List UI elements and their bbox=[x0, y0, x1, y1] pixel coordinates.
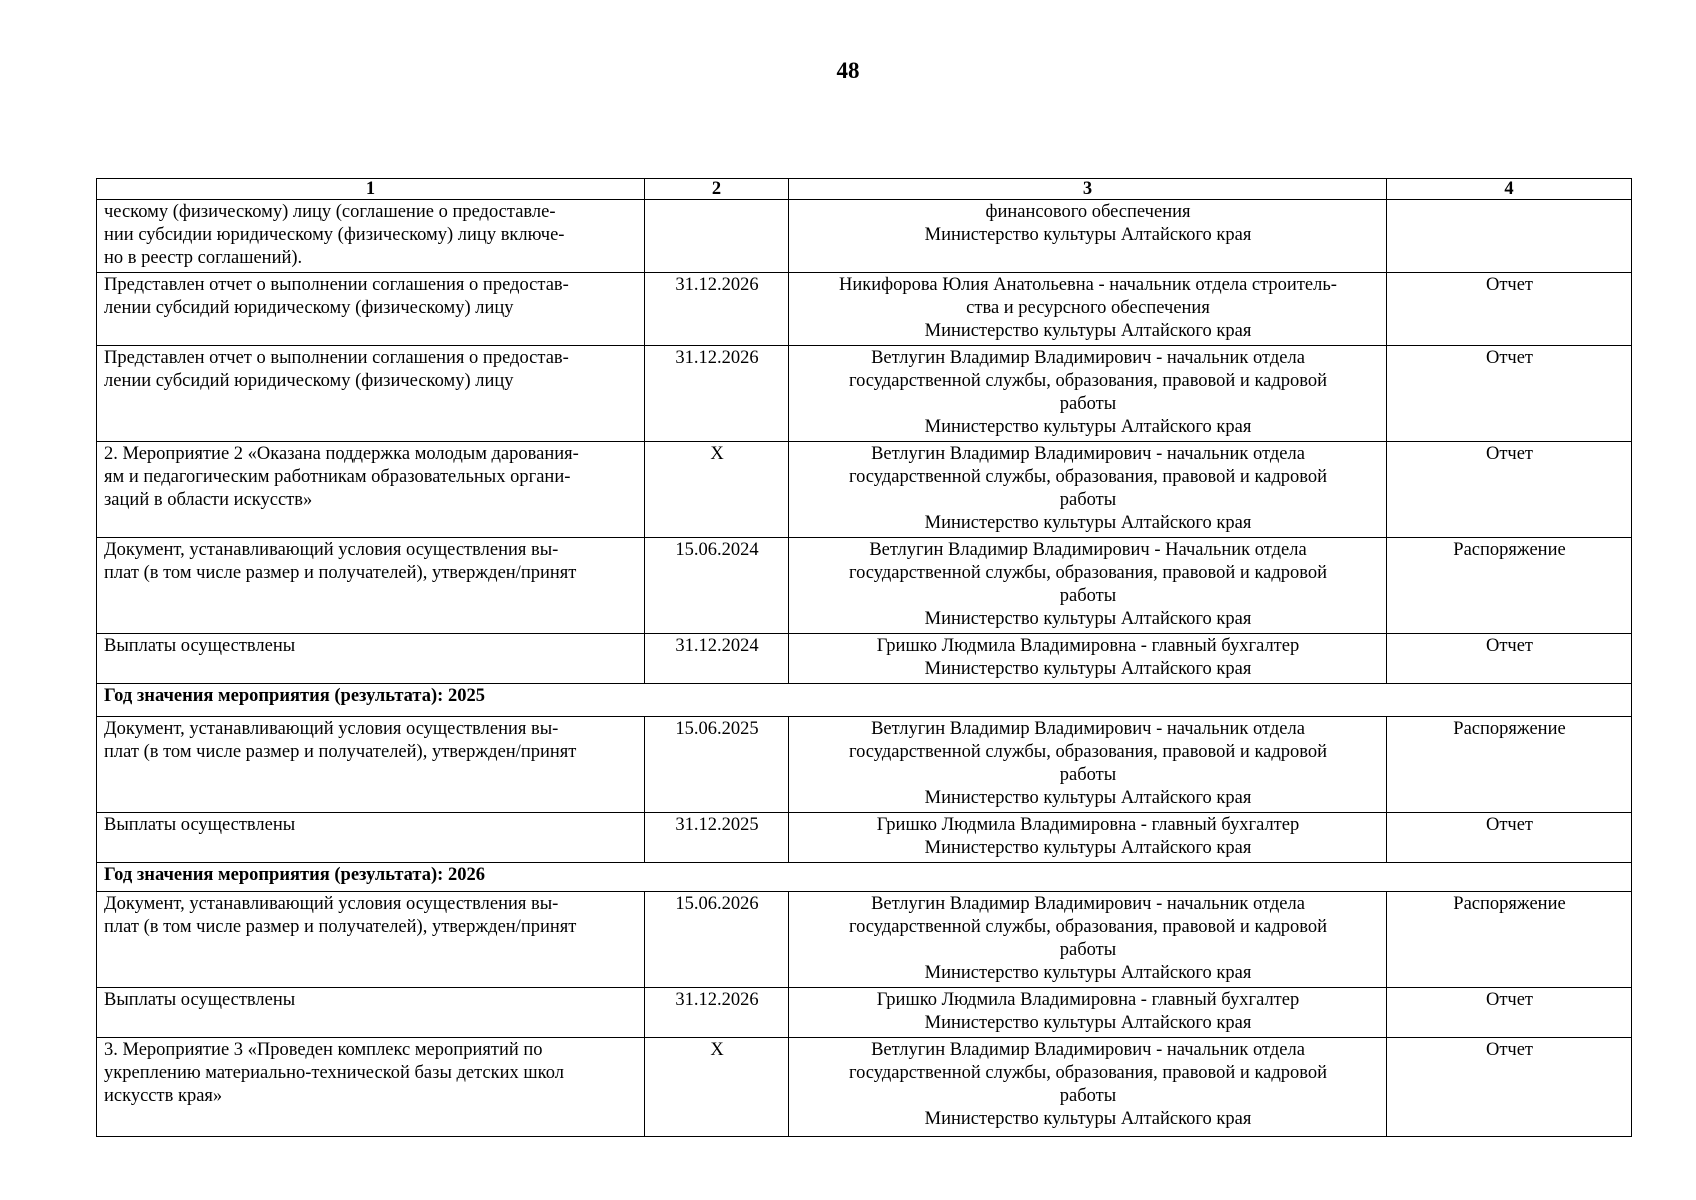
year-section-label: Год значения мероприятия (результата): 2026 bbox=[97, 863, 1632, 892]
cell-text-line: Министерство культуры Алтайского края bbox=[924, 513, 1252, 533]
deadline-date-cell bbox=[645, 346, 789, 442]
document-type-cell bbox=[1387, 1038, 1632, 1137]
table-row bbox=[97, 892, 1632, 988]
cell-text-line: Гришко Людмила Владимировна - главный бухгалтер bbox=[876, 815, 1300, 835]
document-type-cell bbox=[1387, 717, 1632, 813]
cell-text-line: искусств края» bbox=[104, 1086, 223, 1106]
responsible-person-cell bbox=[789, 1038, 1387, 1137]
cell-text-line: Отчет bbox=[1485, 815, 1534, 835]
document-type-cell bbox=[1387, 200, 1632, 273]
cell-text-line: плат (в том числе размер и получателей), утвержден/принят bbox=[104, 742, 577, 762]
deadline-date-cell bbox=[645, 717, 789, 813]
cell-text-line: плат (в том числе размер и получателей), утвержден/принят bbox=[104, 917, 577, 937]
cell-text-line: Документ, устанавливающий условия осуществления вы- bbox=[104, 894, 559, 914]
table-row bbox=[97, 988, 1632, 1038]
table-header bbox=[97, 179, 1632, 200]
cell-text-line: 31.12.2025 bbox=[675, 815, 759, 835]
column-header-2: 2 bbox=[645, 179, 789, 200]
cell-text-line: Министерство культуры Алтайского края bbox=[924, 659, 1252, 679]
cell-text-line: 2. Мероприятие 2 «Оказана поддержка молодым дарования- bbox=[104, 444, 579, 464]
responsible-person-cell bbox=[789, 988, 1387, 1038]
table-row bbox=[97, 273, 1632, 346]
cell-text-line: Ветлугин Владимир Владимирович - начальник отдела bbox=[871, 1040, 1305, 1060]
cell-text-line: государственной службы, образования, правовой и кадровой bbox=[848, 1063, 1328, 1083]
table-row bbox=[97, 717, 1632, 813]
cell-text-line: Представлен отчет о выполнении соглашения о предостав- bbox=[104, 275, 569, 295]
document-type-cell bbox=[1387, 988, 1632, 1038]
cell-text-line: Министерство культуры Алтайского края bbox=[924, 417, 1252, 437]
cell-text-line: Министерство культуры Алтайского края bbox=[924, 609, 1252, 629]
cell-text-line: Министерство культуры Алтайского края bbox=[924, 225, 1252, 245]
cell-text-line: Министерство культуры Алтайского края bbox=[924, 1013, 1252, 1033]
document-type-cell bbox=[1387, 813, 1632, 863]
cell-text-line: Представлен отчет о выполнении соглашения о предостав- bbox=[104, 348, 569, 368]
table-body bbox=[97, 200, 1632, 1137]
column-header-4: 4 bbox=[1387, 179, 1632, 200]
document-type-cell bbox=[1387, 892, 1632, 988]
responsible-person-cell bbox=[789, 200, 1387, 273]
table-row bbox=[97, 442, 1632, 538]
cell-text-line: укреплению материально-технической базы детских школ bbox=[104, 1063, 564, 1083]
cell-text-line: Гришко Людмила Владимировна - главный бухгалтер bbox=[876, 990, 1300, 1010]
cell-text-line: государственной службы, образования, правовой и кадровой bbox=[848, 467, 1328, 487]
cell-text-line: 15.06.2026 bbox=[675, 894, 759, 914]
cell-text-line: государственной службы, образования, правовой и кадровой bbox=[848, 917, 1328, 937]
responsible-person-cell bbox=[789, 634, 1387, 684]
cell-text-line: плат (в том числе размер и получателей), утвержден/принят bbox=[104, 563, 577, 583]
result-description-cell bbox=[97, 1038, 645, 1137]
cell-text-line: Выплаты осуществлены bbox=[104, 636, 296, 656]
cell-text-line: Гришко Людмила Владимировна - главный бухгалтер bbox=[876, 636, 1300, 656]
cell-text-line: 31.12.2024 bbox=[675, 636, 759, 656]
responsible-person-cell bbox=[789, 273, 1387, 346]
page-number: 48 bbox=[836, 58, 860, 83]
cell-text-line: государственной службы, образования, правовой и кадровой bbox=[848, 563, 1328, 583]
deadline-date-cell bbox=[645, 538, 789, 634]
cell-text-line: 31.12.2026 bbox=[675, 348, 759, 368]
cell-text-line: Выплаты осуществлены bbox=[104, 815, 296, 835]
cell-text-line: Министерство культуры Алтайского края bbox=[924, 963, 1252, 983]
cell-text-line: лении субсидий юридическому (физическому) лицу bbox=[104, 371, 514, 391]
table-row bbox=[97, 346, 1632, 442]
responsible-person-cell bbox=[789, 538, 1387, 634]
cell-text-line: но в реестр соглашений). bbox=[104, 248, 303, 268]
cell-text-line: X bbox=[710, 1040, 724, 1060]
cell-text-line: Распоряжение bbox=[1453, 540, 1566, 560]
cell-text-line: заций в области искусств» bbox=[104, 490, 313, 510]
result-description-cell bbox=[97, 442, 645, 538]
cell-text-line: Министерство культуры Алтайского края bbox=[924, 1109, 1252, 1129]
cell-text-line: Министерство культуры Алтайского края bbox=[924, 788, 1252, 808]
cell-text-line: Никифорова Юлия Анатольевна - начальник отдела строитель- bbox=[839, 275, 1337, 295]
cell-text-line: Отчет bbox=[1485, 1040, 1534, 1060]
cell-text-line: 31.12.2026 bbox=[675, 275, 759, 295]
cell-text-line: 31.12.2026 bbox=[675, 990, 759, 1010]
cell-text-line: нии субсидии юридическому (физическому) лицу включе- bbox=[104, 225, 565, 245]
document-type-cell bbox=[1387, 634, 1632, 684]
cell-text-line: государственной службы, образования, правовой и кадровой bbox=[848, 742, 1328, 762]
cell-text-line: работы bbox=[1059, 765, 1117, 785]
result-description-cell bbox=[97, 892, 645, 988]
cell-text-line: Документ, устанавливающий условия осуществления вы- bbox=[104, 540, 559, 560]
deadline-date-cell bbox=[645, 442, 789, 538]
cell-text-line: Отчет bbox=[1485, 348, 1534, 368]
cell-text-line: ства и ресурсного обеспечения bbox=[966, 298, 1210, 318]
result-description-cell bbox=[97, 988, 645, 1038]
table-row bbox=[97, 200, 1632, 273]
result-description-cell bbox=[97, 813, 645, 863]
cell-text-line: Ветлугин Владимир Владимирович - начальник отдела bbox=[871, 894, 1305, 914]
document-type-cell bbox=[1387, 538, 1632, 634]
cell-text-line: Выплаты осуществлены bbox=[104, 990, 296, 1010]
result-description-cell bbox=[97, 273, 645, 346]
cell-text-line: Распоряжение bbox=[1453, 719, 1566, 739]
cell-text-line: Документ, устанавливающий условия осуществления вы- bbox=[104, 719, 559, 739]
cell-text-line: Министерство культуры Алтайского края bbox=[924, 838, 1252, 858]
cell-text-line: Ветлугин Владимир Владимирович - начальник отдела bbox=[871, 444, 1305, 464]
deadline-date-cell bbox=[645, 892, 789, 988]
column-header-3: 3 bbox=[789, 179, 1387, 200]
deadline-date-cell bbox=[645, 634, 789, 684]
cell-text-line: работы bbox=[1059, 586, 1117, 606]
cell-text-line: финансового обеспечения bbox=[985, 202, 1191, 222]
table-row bbox=[97, 634, 1632, 684]
cell-text-line: Министерство культуры Алтайского края bbox=[924, 321, 1252, 341]
table-row bbox=[97, 813, 1632, 863]
result-description-cell bbox=[97, 346, 645, 442]
result-description-cell bbox=[97, 717, 645, 813]
cell-text-line: 15.06.2025 bbox=[675, 719, 759, 739]
result-description-cell bbox=[97, 200, 645, 273]
cell-text-line: 15.06.2024 bbox=[675, 540, 759, 560]
result-description-cell bbox=[97, 634, 645, 684]
cell-text-line: Распоряжение bbox=[1453, 894, 1566, 914]
cell-text-line: ческому (физическому) лицу (соглашение о предоставле- bbox=[104, 202, 556, 222]
cell-text-line: X bbox=[710, 444, 724, 464]
year-section-row bbox=[97, 863, 1632, 892]
cell-text-line: Ветлугин Владимир Владимирович - начальник отдела bbox=[871, 348, 1305, 368]
responsible-person-cell bbox=[789, 813, 1387, 863]
cell-text-line: 3. Мероприятие 3 «Проведен комплекс мероприятий по bbox=[104, 1040, 543, 1060]
document-table bbox=[96, 178, 1632, 1137]
deadline-date-cell bbox=[645, 200, 789, 273]
header-row bbox=[97, 179, 1632, 200]
table-row bbox=[97, 1038, 1632, 1137]
column-header-1: 1 bbox=[97, 179, 645, 200]
cell-text-line: Отчет bbox=[1485, 990, 1534, 1010]
cell-text-line: ям и педагогическим работникам образовательных органи- bbox=[104, 467, 571, 487]
deadline-date-cell bbox=[645, 988, 789, 1038]
cell-text-line: Отчет bbox=[1485, 444, 1534, 464]
table-row bbox=[97, 538, 1632, 634]
result-description-cell bbox=[97, 538, 645, 634]
responsible-person-cell bbox=[789, 892, 1387, 988]
document-type-cell bbox=[1387, 273, 1632, 346]
cell-text-line: государственной службы, образования, правовой и кадровой bbox=[848, 371, 1328, 391]
responsible-person-cell bbox=[789, 346, 1387, 442]
deadline-date-cell bbox=[645, 813, 789, 863]
deadline-date-cell bbox=[645, 273, 789, 346]
document-type-cell bbox=[1387, 346, 1632, 442]
document-type-cell bbox=[1387, 442, 1632, 538]
cell-text-line: Отчет bbox=[1485, 275, 1534, 295]
deadline-date-cell bbox=[645, 1038, 789, 1137]
year-section-label: Год значения мероприятия (результата): 2025 bbox=[97, 684, 1632, 717]
cell-text-line: работы bbox=[1059, 940, 1117, 960]
cell-text-line: лении субсидий юридическому (физическому) лицу bbox=[104, 298, 514, 318]
cell-text-line: работы bbox=[1059, 394, 1117, 414]
cell-text-line: Ветлугин Владимир Владимирович - начальник отдела bbox=[871, 719, 1305, 739]
cell-text-line: работы bbox=[1059, 1086, 1117, 1106]
cell-text-line: работы bbox=[1059, 490, 1117, 510]
responsible-person-cell bbox=[789, 717, 1387, 813]
responsible-person-cell bbox=[789, 442, 1387, 538]
year-section-row bbox=[97, 684, 1632, 717]
cell-text-line: Отчет bbox=[1485, 636, 1534, 656]
cell-text-line: Ветлугин Владимир Владимирович - Начальник отдела bbox=[869, 540, 1307, 560]
